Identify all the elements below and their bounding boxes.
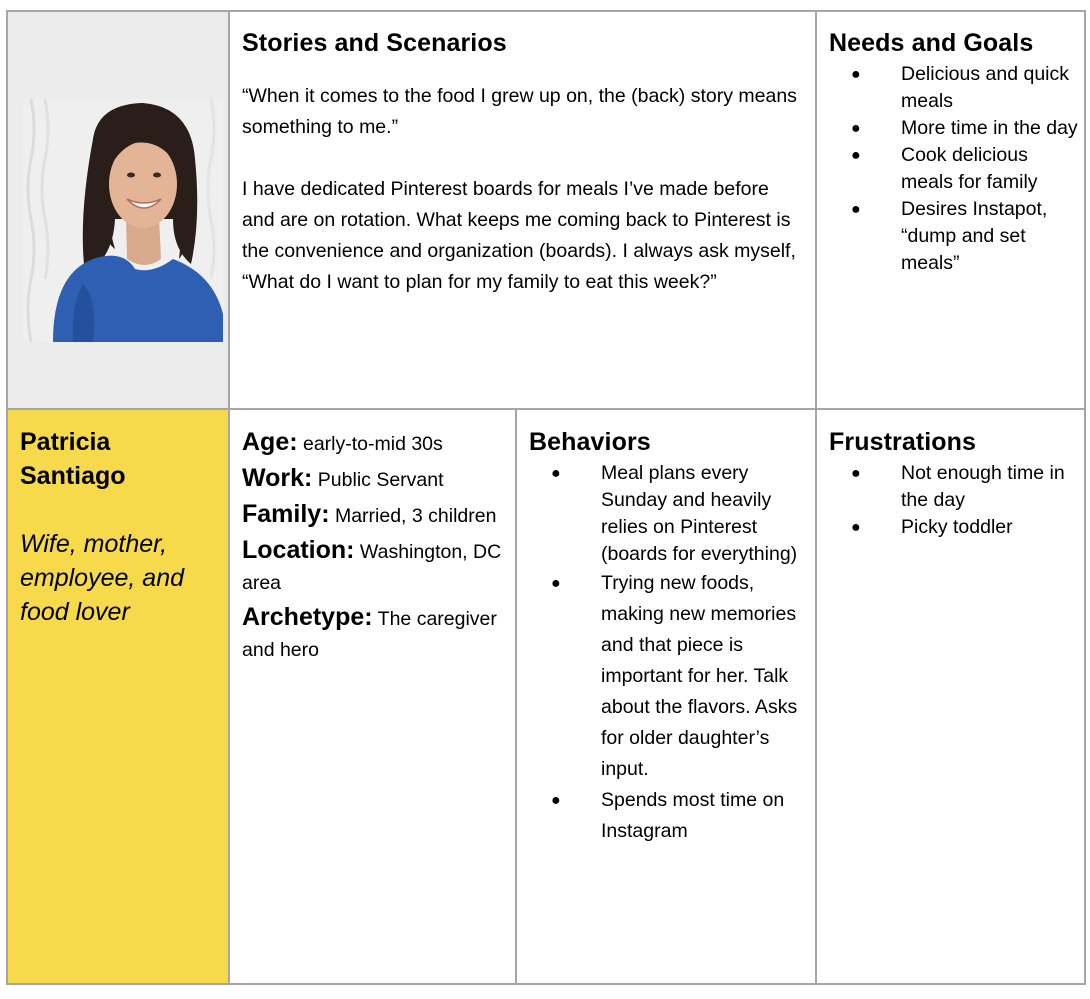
behaviors-heading: Behaviors xyxy=(529,428,651,456)
list-item: ● Delicious and quick meals xyxy=(851,63,1070,112)
family-row: Family: Married, 3 children xyxy=(242,500,497,528)
persona-name: Patricia Santiago xyxy=(20,428,126,490)
frustrations-heading: Frustrations xyxy=(829,428,977,456)
age-row: Age: early-to-mid 30s xyxy=(242,428,443,456)
list-item: ● Picky toddler xyxy=(851,516,1013,538)
behaviors-section xyxy=(529,427,809,967)
stories-paragraph: I have dedicated Pinterest boards for meals I’ve made before and are on rotation. What keeps me coming back to Pinterest is the convenience and organization (boards). I always ask myself, “What do I want to plan for my family to eat this week?” xyxy=(242,178,796,293)
list-item: ● Spends most time on Instagram xyxy=(551,789,785,842)
needs-list xyxy=(829,61,1081,277)
list-item: ● More time in the day xyxy=(851,117,1078,139)
work-row: Work: Public Servant xyxy=(242,464,444,492)
persona-section xyxy=(20,425,220,725)
stories-section xyxy=(242,28,802,398)
behaviors-list xyxy=(529,460,809,847)
needs-section xyxy=(829,28,1081,398)
demographics-section xyxy=(242,427,508,827)
list-item: ● Not enough time in the day xyxy=(851,462,1065,511)
stories-quote: “When it comes to the food I grew up on, the (back) story means something to me.” xyxy=(242,85,797,138)
persona-photo xyxy=(23,99,223,342)
frustrations-list xyxy=(829,460,1081,541)
list-item: ● Desires Instapot, “dump and set meals” xyxy=(851,198,1048,274)
archetype-row: Archetype: The caregiver and hero xyxy=(242,603,497,661)
stories-heading: Stories and Scenarios xyxy=(242,29,507,57)
frustrations-section xyxy=(829,427,1081,727)
list-item: ● Meal plans every Sunday and heavily relies on Pinterest (boards for everything) xyxy=(551,462,798,565)
list-item: ● Trying new foods, making new memories and that piece is important for her. Talk about the flavors. Asks for older daughter’s input. xyxy=(551,572,798,780)
photo-cell xyxy=(7,11,229,409)
persona-tagline: Wife, mother, employee, and food lover xyxy=(20,530,185,626)
needs-heading: Needs and Goals xyxy=(829,29,1034,57)
list-item: ● Cook delicious meals for family xyxy=(851,144,1038,193)
persona-portrait-image xyxy=(23,99,223,342)
location-row: Location: Washington, DC area xyxy=(242,536,502,594)
